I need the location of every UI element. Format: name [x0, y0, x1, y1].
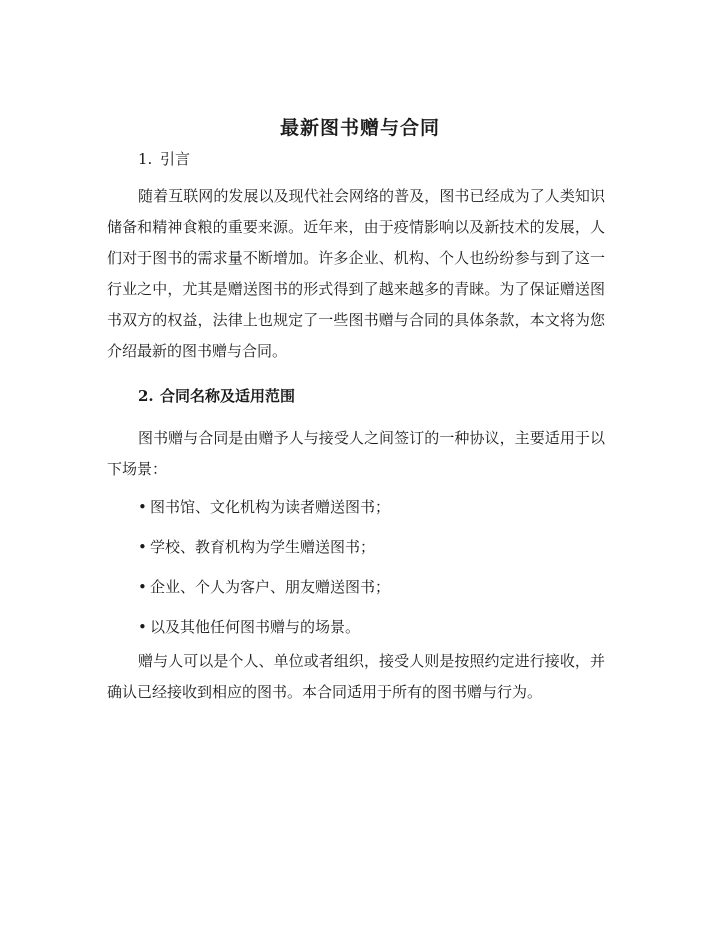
list-item [138, 576, 390, 616]
list-item [138, 536, 390, 576]
list-item-text: 以及其他任何图书赠与的场景。 [150, 618, 361, 636]
list-item-text: 企业、个人为客户、朋友赠送图书； [150, 578, 391, 596]
bullet-icon: • [138, 498, 147, 516]
scope-intro-paragraph: 图书赠与合同是由赠予人与接受人之间签订的一种协议，主要适用于以下场景： [107, 429, 605, 478]
scenario-list [138, 496, 390, 656]
bullet-icon: • [138, 578, 147, 596]
bullet-icon: • [138, 538, 147, 556]
section-number: 2. [138, 387, 154, 405]
list-item-text: 学校、教育机构为学生赠送图书； [150, 538, 376, 556]
document-title: 最新图书赠与合同 [279, 117, 440, 139]
bullet-icon: • [138, 618, 147, 636]
scope-closing-paragraph: 赠与人可以是个人、单位或者组织，接受人则是按照约定进行接收，并确认已经接收到相应的图书。本合同适用于所有的图书赠与行为。 [107, 652, 605, 701]
section-heading-text: 合同名称及适用范围 [160, 387, 296, 405]
list-item-text: 图书馆、文化机构为读者赠送图书； [150, 498, 391, 516]
section-heading-scope [138, 385, 295, 407]
introduction-paragraph: 随着互联网的发展以及现代社会网络的普及，图书已经成为了人类知识储备和精神食粮的重要来源。近年来，由于疫情影响以及新技术的发展，人们对于图书的需求量不断增加。许多企业、机构、个人也纷纷参与到了这一行业之中，尤其是赠送图书的形式得到了越来越多的青睐。为了保证赠送图书双方的权益，法律上也规定了一些图书赠与合同的具体条款，本文将为您介绍最新的图书赠与合同。 [107, 187, 605, 360]
section-heading-introduction [138, 148, 190, 170]
section-number: 1. [138, 150, 153, 168]
list-item [138, 496, 390, 536]
section-heading-text: 引言 [160, 150, 191, 168]
